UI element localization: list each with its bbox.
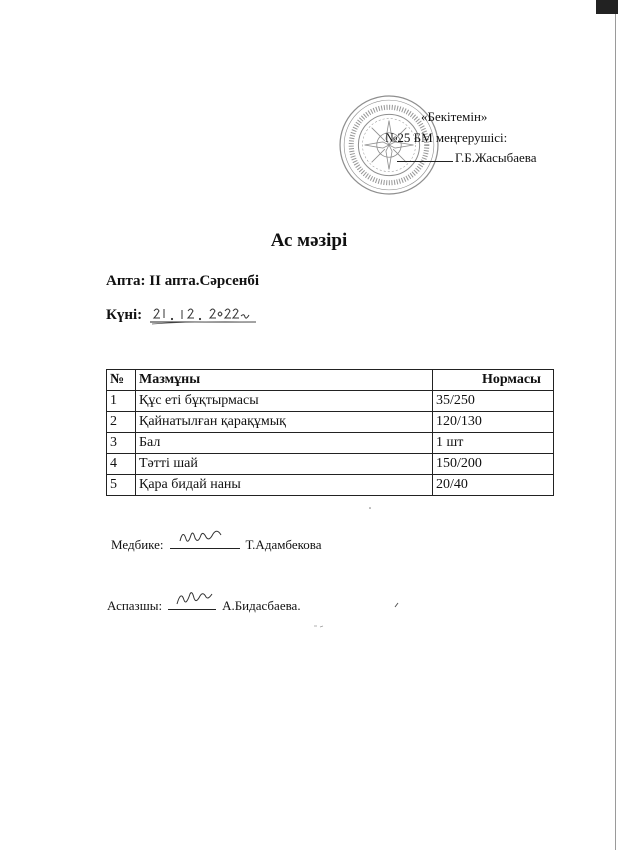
row-number: 4 (107, 454, 136, 475)
dish-norm: 35/250 (433, 391, 554, 412)
scan-mark (393, 601, 401, 609)
nurse-signature-icon (176, 527, 228, 547)
cook-signature-line (168, 597, 216, 610)
dish-norm: 150/200 (433, 454, 554, 475)
row-number: 5 (107, 475, 136, 496)
column-header-norm: Нормасы (433, 370, 554, 391)
cook-signature-row (107, 597, 301, 614)
cook-signature-icon (174, 588, 214, 608)
row-number: 3 (107, 433, 136, 454)
dish-norm: 20/40 (433, 475, 554, 496)
dish-name: Тәтті шай (136, 454, 433, 475)
table-row (107, 412, 554, 433)
scan-edge (615, 0, 616, 850)
dish-name: Бал (136, 433, 433, 454)
signature-line (397, 161, 453, 162)
approval-heading: «Бекітемін» (421, 109, 488, 124)
table-row (107, 391, 554, 412)
table-header-row (107, 370, 554, 391)
table-row (107, 433, 554, 454)
column-header-content: Мазмұны (136, 370, 433, 391)
dish-norm: 120/130 (433, 412, 554, 433)
handwritten-date (148, 302, 260, 326)
nurse-label: Медбике: (111, 537, 164, 552)
dish-name: Құс еті бұқтырмасы (136, 391, 433, 412)
cook-label: Аспазшы: (107, 598, 163, 613)
table-row (107, 475, 554, 496)
menu-table (106, 369, 554, 496)
date-label: Күні: (106, 307, 143, 323)
table-row (107, 454, 554, 475)
approval-position: №25 БМ меңгерушісі: (385, 130, 508, 145)
page-title: Ас мәзірі (270, 230, 348, 251)
approval-signer-name: Г.Б.Жасыбаева (455, 150, 537, 165)
approval-signer (397, 150, 537, 166)
nurse-name: Т.Адамбекова (245, 537, 322, 552)
row-number: 1 (107, 391, 136, 412)
dish-norm: 1 шт (433, 433, 554, 454)
dish-name: Қара бидай наны (136, 475, 433, 496)
scan-corner (596, 0, 618, 14)
scan-mark (367, 505, 373, 511)
nurse-signature-row (111, 536, 322, 553)
scan-mark (313, 623, 325, 629)
dish-name: Қайнатылған қарақұмық (136, 412, 433, 433)
cook-name: А.Бидасбаева. (222, 598, 301, 613)
week-line: Апта: II апта.Сәрсенбі (106, 273, 260, 289)
row-number: 2 (107, 412, 136, 433)
nurse-signature-line (170, 536, 240, 549)
column-header-number: № (107, 370, 136, 391)
